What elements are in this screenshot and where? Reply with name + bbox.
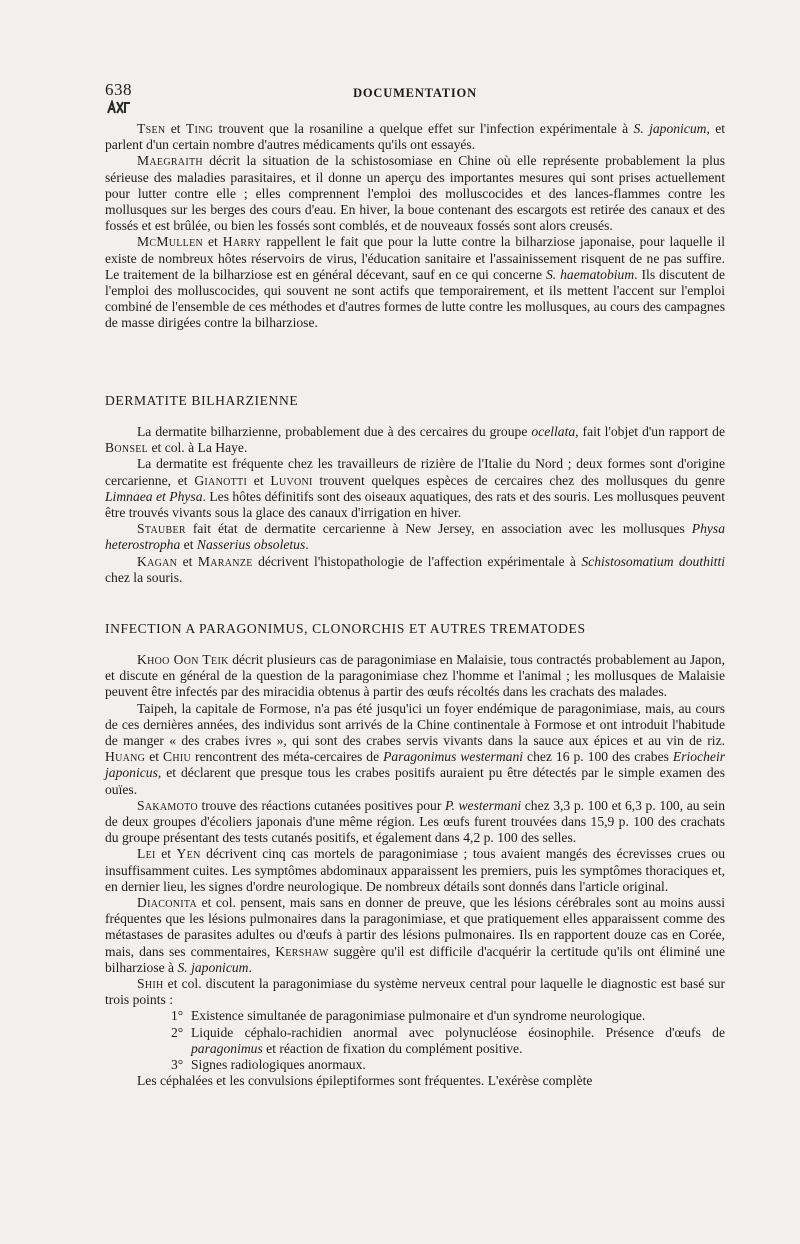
section-schistosomiase-continued <box>105 121 725 332</box>
list-item <box>105 1008 725 1024</box>
author-name: Huang <box>105 749 146 765</box>
section-paragonimus <box>105 652 725 1089</box>
section-dermatite <box>105 424 725 586</box>
list-number: 2° <box>171 1024 184 1040</box>
species-name: Eriocheir japonicus <box>105 749 726 781</box>
text: Les céphalées et les convulsions épileptiformes sont fréquentes. L'exérèse complète <box>137 1073 593 1089</box>
text: suggère qu'il est difficile d'acquérir la certitude qu'ils ont éliminé une bilharziose à <box>105 943 726 975</box>
text: et col. à La Haye. <box>148 440 248 456</box>
text: La dermatite est fréquente chez les travailleurs de rizière de l'Italie du Nord ; deux formes sont d'origine cercarienne, et <box>105 456 725 488</box>
paragraph <box>105 976 725 1008</box>
text: , et déclarent que presque tous les crabes positifs auraient pu être détectés par le simple examen des ouïes. <box>105 765 725 797</box>
author-name: Diaconita <box>137 895 198 911</box>
text: trouve des réactions cutanées positives pour <box>197 797 445 813</box>
text: rappellent le fait que pour la lutte contre la bilharziose japonaise, pour laquelle il existe de nombreux hôtes réservoirs de virus, l'éducation sanitaire et l'assainissement risquent de ne pas suffire. Le traitement de la bilharziose est en général décevant, sauf en ce qui concerne <box>105 234 726 282</box>
page-header <box>105 80 725 114</box>
author-name: Maranze <box>197 553 253 569</box>
text: fait état de dermatite cercarienne à New Jersey, en association avec les mollusques <box>185 521 692 537</box>
list-text: Existence simultanée de paragonimiase pulmonaire et d'un syndrome neurologique. <box>191 1008 646 1024</box>
text: . <box>248 959 252 975</box>
species-name: Physa heterostropha <box>105 521 725 553</box>
author-name: Kershaw <box>275 943 329 959</box>
paragraph <box>105 234 725 331</box>
text: et <box>203 234 223 250</box>
author-name: McMullen <box>137 234 204 250</box>
text: Liquide céphalo-rachidien anormal avec polynucléose éosinophile. Présence d'œufs de <box>191 1024 725 1040</box>
paragraph <box>105 652 725 701</box>
paragraph <box>105 798 725 847</box>
list-text <box>171 1025 725 1057</box>
paragraph <box>105 153 725 234</box>
paragraph <box>105 846 725 895</box>
author-name: Shih <box>137 976 164 992</box>
paragraph <box>105 424 725 456</box>
text: , fait l'objet d'un rapport de <box>575 424 725 439</box>
list-number: 1° <box>171 1008 184 1024</box>
text: décrivent cinq cas mortels de paragonimiase ; tous avaient mangés des écrevisses crues ou insuffisamment cuites. Les symptômes abdominaux apparaissent les premiers, puis les symptômes thoraciques et, en dernier lieu, les signes d'ordre neurologique. De nombreux détails sont donnés dans l'article original. <box>105 846 726 894</box>
species-name: S. japonicum <box>177 959 249 975</box>
paragraph <box>105 554 725 586</box>
author-name: Harry <box>222 234 262 250</box>
author-name: Stauber <box>137 521 186 537</box>
text: et <box>177 553 198 569</box>
author-name: Tsen <box>137 121 166 136</box>
paragraph <box>105 521 725 553</box>
text: et réaction de fixation du complément positive. <box>262 1040 523 1056</box>
author-name: Chiu <box>163 749 192 765</box>
author-name: Ting <box>185 121 214 136</box>
author-name: Maegraith <box>137 153 203 169</box>
author-name: Kagan <box>137 553 178 569</box>
species-name: Nasserius obsoletus <box>196 537 306 553</box>
text: et <box>180 537 197 553</box>
species-name: paragonimus <box>191 1040 263 1056</box>
text: et <box>155 846 177 862</box>
text: décrit plusieurs cas de paragonimiase en Malaisie, tous contractés probablement au Japon, et discute en général de la question de la paragonimiase chez l'homme et l'animal ; les mollusques de Malaisie peuvent être infectés par des miracidia obtenus à partir des œufs récoltés dans les crachats des malades. <box>105 652 725 700</box>
author-name: Bonsel <box>105 440 149 456</box>
text: trouvent quelques espèces de cercaires chez des mollusques du genre <box>312 472 726 488</box>
text: et <box>145 749 164 765</box>
text: . Les hôtes définitifs sont des oiseaux aquatiques, des rats et des souris. Les mollusques peuvent être trouvés vivants sous la glace des canaux d'irrigation en hiver. <box>105 488 725 521</box>
author-name: Khoo Oon Teik <box>137 652 229 667</box>
library-stamp-mark <box>107 100 131 114</box>
species-name: S. haematobium <box>545 266 635 282</box>
text: et col. discutent la paragonimiase du système nerveux central pour laquelle le diagnostic est basé sur trois points : <box>105 976 725 1008</box>
text: trouvent que la rosaniline a quelque effet sur l'infection expérimentale à <box>213 121 634 136</box>
list-text: Signes radiologiques anormaux. <box>191 1057 366 1073</box>
paragraph <box>105 895 725 976</box>
author-name: Yen <box>176 846 201 862</box>
text: et <box>165 121 186 136</box>
text: , et parlent d'un certain nombre d'autres médicaments qu'ils ont essayés. <box>105 121 726 153</box>
text: chez 16 p. 100 des crabes <box>523 749 673 765</box>
paragraph <box>105 701 725 798</box>
text: . Ils discutent de l'emploi des molluscocides, qui souvent ne sont actifs que temporairement, et ils mettent l'accent sur l'emploi combiné de l'ensemble de ces méthodes et d'autres formes de lutte contre les mollusques, au cours des campagnes de masse dirigées contre la bilharziose. <box>105 266 725 331</box>
species-name: ocellata <box>531 424 576 439</box>
text: . <box>305 537 309 553</box>
text: chez 3,3 p. 100 et 6,3 p. 100, au sein de deux groupes d'écoliers japonais d'une même région. Les œufs furent trouvées dans 15,9 p. 100 des crachats du groupe présentant des tests cutanés positifs, et également dans 4,2 p. 100 des selles. <box>105 797 726 846</box>
section-heading-dermatite: DERMATITE BILHARZIENNE <box>105 393 299 408</box>
list-number: 3° <box>171 1057 184 1073</box>
text: et col. pensent, mais sans en donner de preuve, que les lésions cérébrales sont au moins aussi fréquentes que les lésions pulmonaires dans la paragonimiase, et que pratiquement elles apparaissent comme des métastases de parasites adultes ou d'œufs à partir des lésions pulmonaires. Ils en rapportent douze cas en Corée, mais, dans ses commentaires, <box>105 895 725 959</box>
author-name: Gianotti <box>194 472 248 488</box>
author-name: Sakamoto <box>137 797 198 813</box>
species-name: Limnaea et Physa <box>105 488 203 504</box>
text: Taipeh, la capitale de Formose, n'a pas été jusqu'ici un foyer endémique de paragonimiase, mais, au cours de ces dernières années, des individus sont arrivés de la Chine continentale à Formose et ont introduit l'habitude de manger « des crabes ivres », qui sont des crabes servis vivants dans la sauce aux épices et au vin de riz. <box>105 700 725 749</box>
text: et <box>247 472 271 488</box>
list-item <box>105 1057 725 1073</box>
species-name: S. japonicum <box>633 121 707 136</box>
text: rencontrent des méta-cercaires de <box>191 749 384 765</box>
species-name: P. westermani <box>444 797 522 813</box>
text: chez la souris. <box>105 569 183 585</box>
author-name: Luvoni <box>270 472 313 488</box>
text: La dermatite bilharzienne, probablement due à des cercaires du groupe <box>137 424 532 439</box>
section-heading-paragonimus: INFECTION A PARAGONIMUS, CLONORCHIS ET AUTRES TREMATODES <box>105 621 586 636</box>
species-name: Schistosomatium douthitti <box>581 553 726 569</box>
text: décrit la situation de la schistosomiase en Chine où elle représente probablement la plus sérieuse des maladies parasitaires, et il donne un aperçu des importantes mesures qui sont prises actuellement pour lutter contre elle ; elles comprennent l'emploi des molluscocides et des lances-flammes contre les mollusques sur les berges des cours d'eau. En hiver, la boue contenant des escargots est retirée des canaux et des fossés et est brûlée, ou bien les fossés sont comblés, et de nouveaux fossés sont alors creusés. <box>105 153 725 234</box>
text: décrivent l'histopathologie de l'affection expérimentale à <box>252 553 582 569</box>
author-name: Lei <box>137 846 156 862</box>
species-name: Paragonimus westermani <box>383 749 524 765</box>
page-number: 638 <box>105 80 132 99</box>
paragraph <box>105 1073 725 1089</box>
paragraph <box>105 456 725 521</box>
running-title: DOCUMENTATION <box>353 86 477 100</box>
paragraph <box>105 121 725 153</box>
diagnostic-criteria-list <box>105 1008 725 1073</box>
list-item <box>105 1025 725 1057</box>
